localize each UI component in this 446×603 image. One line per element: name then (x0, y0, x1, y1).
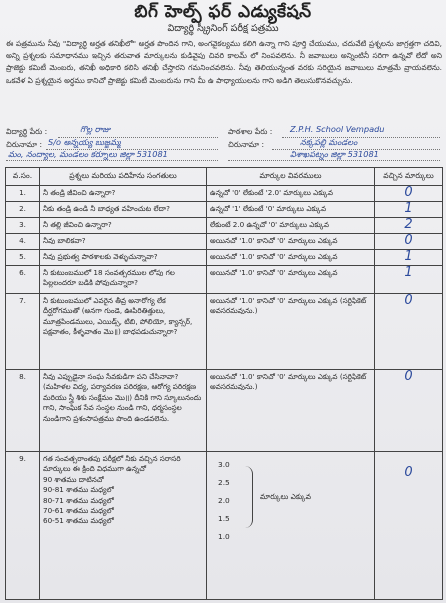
screening-table (5, 167, 443, 600)
table-header-row (6, 168, 443, 186)
q9-score: 2.0 (218, 496, 230, 505)
table-row (6, 452, 443, 600)
header-question: ప్రశ్నలు మరియు పదిహేను సంగతులు (40, 168, 207, 186)
row-question: నీ కుటుంబములో 18 సంవత్సరముల లోపు గల పిల్లలందరూ బడికి పోవుచున్నారా? (40, 266, 207, 294)
row-question: నీ కుటుంబములో ఎవరైన తీవ్ర అనారోగ్య లేక దీర్ఘరోగముతో (అనగా గుండె, ఊపిరితిత్తులు, మూత్రపిండములు, ఎయిడ్స్, టిబి, పోలియో, క్యాన్సర్, పక్షవాతం, కీళ్ళవాతం మొ॥) బాధపడుచున్నారా? (40, 294, 207, 370)
q9-score: 1.0 (218, 532, 230, 541)
row-detail: అయినచో '1.0' కానిచో '0' మార్కులు ఎక్కువ (సర్టిఫికెట్ అవసరమవును.) (207, 294, 375, 370)
row-detail: అయినచో '1.0' కానిచో '0' మార్కులు ఎక్కువ (సర్టిఫికెట్ అవసరమవును.) (207, 370, 375, 452)
table-row (6, 202, 443, 218)
row-mark[interactable]: 1 (375, 250, 443, 266)
address-value-2: మం, నంద్యాల, మండలం కర్నూలు జిల్లా 531081 (8, 149, 168, 159)
address-label: చిరునామా : (6, 140, 43, 149)
school-name-label: పాఠశాల పేరు : (228, 127, 273, 136)
address-value-1: S/o అన్నయ్య బుజ్జమ్మ (48, 137, 121, 147)
row-question (40, 452, 207, 600)
q9-intro: గత సంవత్సరాంతపు పరీక్షలో నీకు వచ్చిన సరాసరి మార్కులు ఈ క్రింది విధముగా ఉన్నచో (43, 454, 181, 474)
q9-range-list (43, 475, 203, 527)
school-address-value-2: విశాఖపట్నం జిల్లా 531081 (290, 149, 379, 159)
row-question: నీ తల్లి జీవించి ఉన్నారా? (40, 218, 207, 234)
table-row (6, 370, 443, 452)
header-serial: వ.సం. (6, 168, 40, 186)
header-marks-detail: మార్కుల వివరములు (207, 168, 375, 186)
row-question: నీ తండ్రి జీవించి ఉన్నారా? (40, 186, 207, 202)
row-detail: ఉన్నచో '1' లేకుంటే '0' మార్కులు ఎక్కువ (207, 202, 375, 218)
school-address-label: చిరునామా : (228, 140, 265, 149)
form-title: బిగ్ హెల్ప్ ఫర్ ఎడ్యుకేషన్ (134, 2, 312, 22)
header-marks-obtained: వచ్చిన మార్కులు (375, 168, 443, 186)
q9-score: 3.0 (218, 460, 230, 469)
q9-score: 2.5 (218, 478, 230, 487)
row-mark[interactable] (375, 452, 443, 600)
q9-range: 70-61 శాతము మధ్యలో (43, 506, 114, 516)
school-name-value: Z.P.H. School Vempadu (290, 124, 385, 134)
address-line-2 (6, 160, 218, 161)
row-question: నీవు ప్రభుత్వ పాఠశాలకు వెళ్ళుచున్నావా? (40, 250, 207, 266)
table-row (6, 294, 443, 370)
row-detail: అయినచో '1.0' కానిచో '0' మార్కులు ఎక్కువ (207, 234, 375, 250)
row-mark[interactable]: 0 (375, 186, 443, 202)
school-address-line-2 (228, 160, 440, 161)
q9-score-label: మార్కులు ఎక్కువ (260, 492, 312, 501)
table-row (6, 250, 443, 266)
q9-score: 1.5 (218, 514, 230, 523)
row-question: నీవు ఎప్పుడైనా సంఘ సేవకుడిగా పని చేసినావా? (మహిళల విద్య, పర్యావరణ పరిరక్షణ, ఆరోగ్య పరిరక్షణ మరియు స్త్రీ శిశు సంక్షేమం మొ॥) దీనికి గాని స్కూలునందు గాని, సాంఘిక సేవ సంస్థల నుండి గాని, ధర్మసంస్థల నుండిగాని ప్రశంసాపత్రము పొంది ఉండవలెను. (40, 370, 207, 452)
table-row (6, 186, 443, 202)
row-number: 5. (6, 250, 40, 266)
q9-mark-value: 0 (404, 465, 413, 480)
row-mark[interactable]: 0 (375, 370, 443, 452)
row-number: 3. (6, 218, 40, 234)
row-number: 6. (6, 266, 40, 294)
row-number: 2. (6, 202, 40, 218)
instructions-paragraph: ఈ పత్రమును నీవు "విద్యార్థి అర్హత తనిఖీలో" అర్హత పొందిన గాని, అంగవైకల్యము కలిగి ఉన్నా గాని పూర్తి చేయుము, చదువేటి ప్రశ్నలను జాగ్రత్తగా చదివి, అన్ని ప్రశ్నలకు సమాధానము ఇచ్చిన తరువాత మార్కులను కుడివైపు చివరి కాలమ్ లో నింపవలెను. నీ జవాబులు అన్నింటినీ సరిగా ఉన్నవో లేదో అని ప్రాజెక్టు కమిటీ మెంబరు, తనిఖీ అధికారి కలిసి తనిఖీ చేస్తారని గమనించవలెను. నీవు తెలియున్నంత వరకు సరియైన జవాబులు మాత్రమే వ్రాయవలెను. ఒకవేళ ఏ ప్రశ్నయైన అర్థము కానిచో ప్రాజెక్టు కమిటీ మెంబరును గాని మీ ఉ పాధ్యాయులను గాని అడిగి తెలుసుకొనవచ్చును. (6, 39, 442, 85)
q9-range: 60-51 శాతము మధ్యలో (43, 516, 114, 526)
student-name-value: గొల్ల రాజు (80, 124, 111, 134)
row-detail: అయినచో '1.0' కానిచో '0' మార్కులు ఎక్కువ (207, 250, 375, 266)
row-detail: లేకుంటే 2.0 ఉన్నచో '0' మార్కులు ఎక్కువ (207, 218, 375, 234)
brace-icon (242, 466, 253, 528)
q9-range: 80-71 శాతము మధ్యలో (43, 495, 114, 505)
row-detail (207, 452, 375, 600)
table-row (6, 266, 443, 294)
row-number: 7. (6, 294, 40, 370)
row-detail: అయినచో '1.0' కానిచో '0' మార్కులు ఎక్కువ (207, 266, 375, 294)
row-detail: ఉన్నచో '0' లేకుంటే '2.0' మార్కులు ఎక్కువ (207, 186, 375, 202)
row-mark[interactable]: 0 (375, 234, 443, 250)
q9-score-scale (210, 454, 371, 550)
row-mark[interactable]: 0 (375, 294, 443, 370)
row-mark[interactable]: 1 (375, 266, 443, 294)
student-name-label: విద్యార్థి పేరు : (6, 127, 48, 136)
q9-range: 90-81 శాతము మధ్యలో (43, 485, 114, 495)
row-question: నీకు తండ్రి ఉండి నీ బాధ్యత వహించుట లేదా? (40, 202, 207, 218)
school-address-value-1: నక్కపల్లి మండలం (300, 137, 358, 147)
form-subtitle: విద్యార్థి స్క్రీనింగ్ పరీక్ష పత్రము (167, 23, 279, 34)
table-row (6, 234, 443, 250)
row-number: 9. (6, 452, 40, 600)
row-number: 4. (6, 234, 40, 250)
row-question: నీవు బాలికవా? (40, 234, 207, 250)
table-row (6, 218, 443, 234)
row-number: 8. (6, 370, 40, 452)
q9-range: 90 శాతము దాటినచో (43, 474, 104, 484)
row-mark[interactable]: 2 (375, 218, 443, 234)
row-number: 1. (6, 186, 40, 202)
row-mark[interactable]: 1 (375, 202, 443, 218)
